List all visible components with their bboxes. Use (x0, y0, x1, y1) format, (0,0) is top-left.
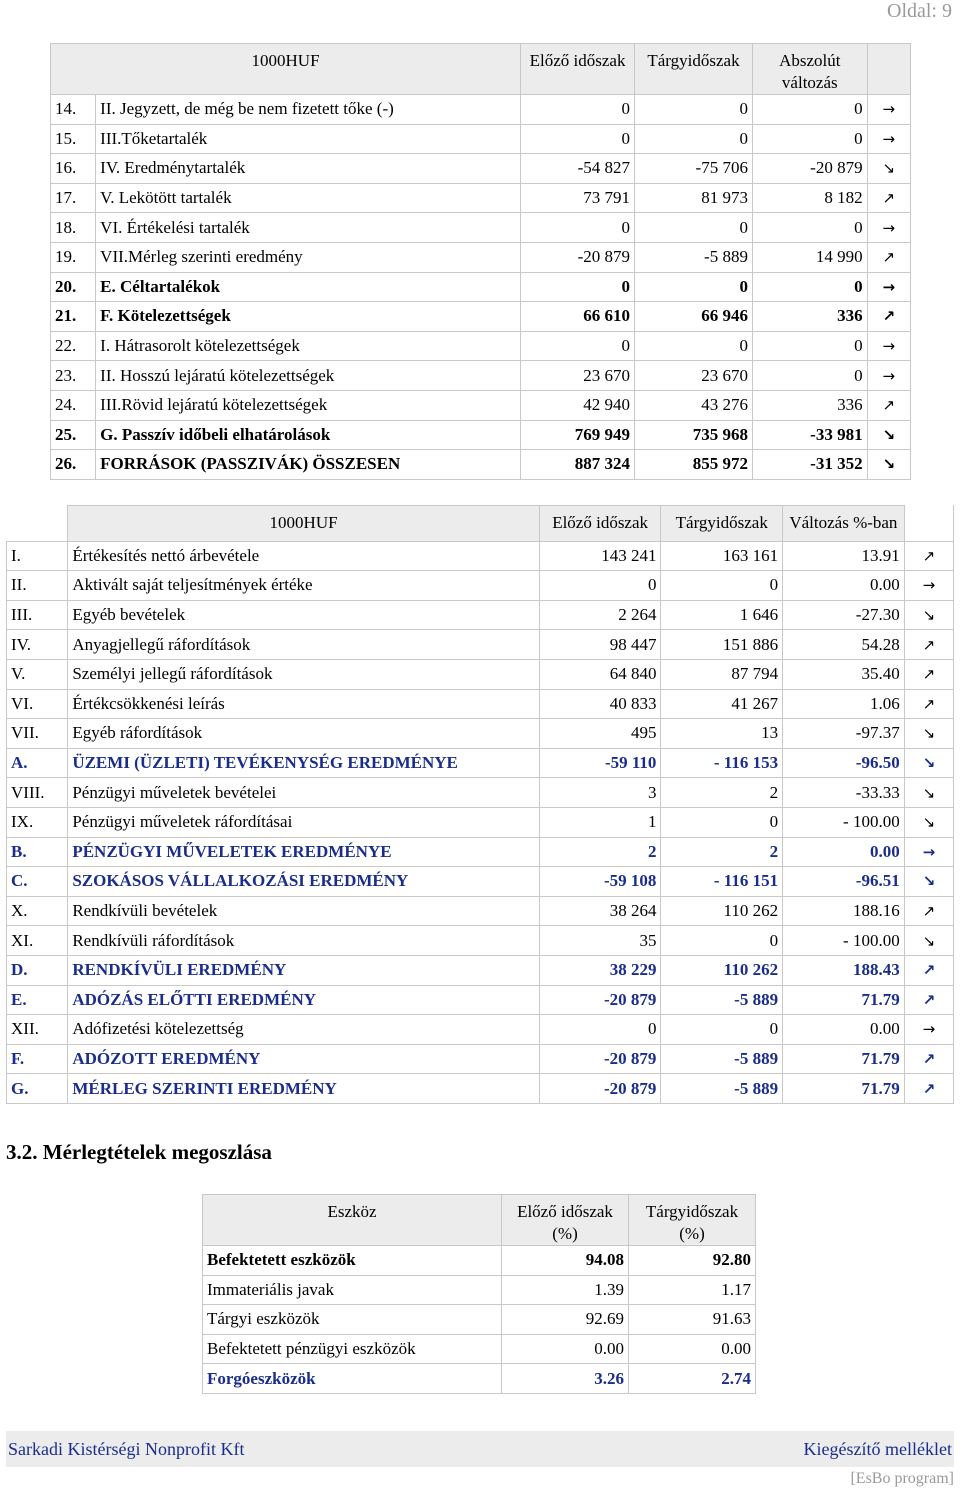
value-curr: 110 262 (661, 955, 783, 985)
table-row (7, 748, 954, 778)
row-label: ÜZEMI (ÜZLETI) TEVÉKENYSÉG EREDMÉNYE (68, 748, 539, 778)
row-index: 26. (51, 450, 96, 480)
trend-arrow-icon: → (867, 331, 910, 361)
table-row (203, 1364, 756, 1394)
trend-arrow-icon: → (867, 272, 910, 302)
col-header-diff: Változás %-ban (783, 506, 905, 542)
value-diff: -97.37 (783, 719, 905, 749)
table-row (51, 450, 911, 480)
row-label: RENDKÍVÜLI EREDMÉNY (68, 955, 539, 985)
trend-arrow-icon: ↘ (904, 778, 953, 808)
value-prev: 23 670 (521, 361, 635, 391)
trend-arrow-icon: → (867, 124, 910, 154)
row-label: II. Hosszú lejáratú kötelezettségek (96, 361, 521, 391)
row-label: Forgóeszközök (203, 1364, 502, 1394)
value-curr: 0 (661, 807, 783, 837)
trend-arrow-icon: ↗ (904, 1074, 953, 1104)
value-diff: 0 (752, 331, 867, 361)
table-row (51, 361, 911, 391)
trend-arrow-icon: ↘ (904, 600, 953, 630)
table-row (203, 1305, 756, 1335)
row-label: Adófizetési kötelezettség (68, 1015, 539, 1045)
row-index: VI. (7, 689, 68, 719)
row-label: I. Hátrasorolt kötelezettségek (96, 331, 521, 361)
trend-arrow-icon: ↘ (904, 748, 953, 778)
row-index: 22. (51, 331, 96, 361)
trend-arrow-icon: ↗ (867, 242, 910, 272)
value-diff: 14 990 (752, 242, 867, 272)
trend-arrow-icon: ↗ (904, 541, 953, 571)
value-diff: 188.16 (783, 896, 905, 926)
trend-arrow-icon: ↗ (904, 659, 953, 689)
value-diff: 0.00 (783, 1015, 905, 1045)
value-prev-pct: 1.39 (502, 1275, 629, 1305)
trend-arrow-icon: ↗ (904, 1044, 953, 1074)
row-label: SZOKÁSOS VÁLLALKOZÁSI EREDMÉNY (68, 867, 539, 897)
value-prev: 38 264 (539, 896, 661, 926)
value-diff: -20 879 (752, 154, 867, 184)
trend-arrow-icon: ↘ (904, 807, 953, 837)
value-diff: 188.43 (783, 955, 905, 985)
value-diff: 35.40 (783, 659, 905, 689)
row-index: 16. (51, 154, 96, 184)
row-label: Egyéb ráfordítások (68, 719, 539, 749)
table-row (51, 95, 911, 125)
table-row (7, 837, 954, 867)
trend-arrow-icon: ↘ (904, 867, 953, 897)
value-curr: 66 946 (635, 302, 753, 332)
col-header-prev: Előző időszak (539, 506, 661, 542)
row-label: Befektetett pénzügyi eszközök (203, 1334, 502, 1364)
value-curr: 23 670 (635, 361, 753, 391)
row-index: C. (7, 867, 68, 897)
value-diff: 0 (752, 272, 867, 302)
value-prev: 0 (521, 95, 635, 125)
row-label: G. Passzív időbeli elhatárolások (96, 420, 521, 450)
row-index: II. (7, 571, 68, 601)
value-prev: 0 (521, 331, 635, 361)
row-label: ADÓZOTT EREDMÉNY (68, 1044, 539, 1074)
value-curr: 163 161 (661, 541, 783, 571)
value-curr: -5 889 (661, 985, 783, 1015)
value-curr-pct: 0.00 (629, 1334, 756, 1364)
table-row (7, 867, 954, 897)
table-row (51, 124, 911, 154)
value-curr: 0 (635, 95, 753, 125)
value-curr: 13 (661, 719, 783, 749)
trend-arrow-icon: ↘ (904, 926, 953, 956)
value-curr: 41 267 (661, 689, 783, 719)
table-row (203, 1334, 756, 1364)
value-curr: -5 889 (661, 1074, 783, 1104)
value-curr: - 116 153 (661, 748, 783, 778)
row-index: 24. (51, 390, 96, 420)
table-row (7, 1015, 954, 1045)
table-row (51, 302, 911, 332)
value-prev: 495 (539, 719, 661, 749)
row-index: 15. (51, 124, 96, 154)
value-curr: 855 972 (635, 450, 753, 480)
value-curr: 2 (661, 778, 783, 808)
row-index: 25. (51, 420, 96, 450)
footer-company: Sarkadi Kistérségi Nonprofit Kft (8, 1438, 245, 1459)
row-label: Egyéb bevételek (68, 600, 539, 630)
value-prev-pct: 3.26 (502, 1364, 629, 1394)
value-curr: 0 (661, 926, 783, 956)
col-header-curr: Tárgyidőszak (661, 506, 783, 542)
value-prev: 2 264 (539, 600, 661, 630)
table-row (51, 331, 911, 361)
value-diff: -33 981 (752, 420, 867, 450)
value-curr-pct: 1.17 (629, 1275, 756, 1305)
footer-document-type: Kiegészítő melléklet (803, 1438, 952, 1459)
row-label: Anyagjellegű ráfordítások (68, 630, 539, 660)
row-label: III.Rövid lejáratú kötelezettségek (96, 390, 521, 420)
section-title: 3.2. Mérlegtételek megoszlása (6, 1140, 272, 1164)
table-row (7, 807, 954, 837)
row-index: B. (7, 837, 68, 867)
trend-arrow-icon: ↘ (867, 420, 910, 450)
value-prev: -20 879 (539, 1044, 661, 1074)
value-curr: 2 (661, 837, 783, 867)
col-header-trend (867, 44, 910, 95)
table-row (51, 213, 911, 243)
value-curr-pct: 92.80 (629, 1246, 756, 1276)
value-curr: -75 706 (635, 154, 753, 184)
value-diff: 8 182 (752, 183, 867, 213)
trend-arrow-icon: → (867, 213, 910, 243)
table-row (51, 183, 911, 213)
col-header-curr: Tárgyidőszak (635, 44, 753, 95)
value-diff: 71.79 (783, 1074, 905, 1104)
row-index: F. (7, 1044, 68, 1074)
value-prev: 2 (539, 837, 661, 867)
row-label: VI. Értékelési tartalék (96, 213, 521, 243)
trend-arrow-icon: ↘ (867, 450, 910, 480)
value-prev: 35 (539, 926, 661, 956)
balance-distribution-table (202, 1194, 756, 1394)
row-index: 19. (51, 242, 96, 272)
value-prev: 1 (539, 807, 661, 837)
value-prev: 143 241 (539, 541, 661, 571)
row-index: IX. (7, 807, 68, 837)
row-index: 23. (51, 361, 96, 391)
table-row (7, 719, 954, 749)
row-label: F. Kötelezettségek (96, 302, 521, 332)
value-prev: -54 827 (521, 154, 635, 184)
value-curr: 87 794 (661, 659, 783, 689)
value-prev: -59 108 (539, 867, 661, 897)
value-curr: 0 (661, 1015, 783, 1045)
trend-arrow-icon: ↗ (904, 689, 953, 719)
row-index: A. (7, 748, 68, 778)
value-prev: 0 (539, 571, 661, 601)
value-prev: 64 840 (539, 659, 661, 689)
value-curr: 151 886 (661, 630, 783, 660)
value-prev: 66 610 (521, 302, 635, 332)
row-index: 17. (51, 183, 96, 213)
value-diff: - 100.00 (783, 926, 905, 956)
row-label: Pénzügyi műveletek bevételei (68, 778, 539, 808)
value-curr: 43 276 (635, 390, 753, 420)
value-curr: -5 889 (635, 242, 753, 272)
table-row (7, 571, 954, 601)
row-label: MÉRLEG SZERINTI EREDMÉNY (68, 1074, 539, 1104)
trend-arrow-icon: ↗ (904, 630, 953, 660)
row-index: 18. (51, 213, 96, 243)
value-curr-pct: 91.63 (629, 1305, 756, 1335)
value-diff: 1.06 (783, 689, 905, 719)
table-row (7, 541, 954, 571)
row-index: 21. (51, 302, 96, 332)
value-curr: 0 (635, 272, 753, 302)
trend-arrow-icon: → (867, 361, 910, 391)
row-index: III. (7, 600, 68, 630)
col-header-trend (904, 506, 953, 542)
value-prev: 0 (521, 213, 635, 243)
row-label: V. Lekötött tartalék (96, 183, 521, 213)
value-prev: 769 949 (521, 420, 635, 450)
col-header-prev-pct: Előző időszak (%) (502, 1195, 629, 1246)
row-label: Befektetett eszközök (203, 1246, 502, 1276)
row-label: Tárgyi eszközök (203, 1305, 502, 1335)
row-index: D. (7, 955, 68, 985)
col-header-curr-pct: Tárgyidőszak (%) (629, 1195, 756, 1246)
row-label: Értékesítés nettó árbevétele (68, 541, 539, 571)
row-label: IV. Eredménytartalék (96, 154, 521, 184)
value-prev: 42 940 (521, 390, 635, 420)
value-diff: 0 (752, 95, 867, 125)
value-curr: 0 (635, 331, 753, 361)
trend-arrow-icon: ↗ (867, 183, 910, 213)
value-curr: 81 973 (635, 183, 753, 213)
table-row (51, 390, 911, 420)
row-label: Rendkívüli ráfordítások (68, 926, 539, 956)
value-prev: 0 (521, 272, 635, 302)
value-prev: 73 791 (521, 183, 635, 213)
col-header-asset: Eszköz (203, 1195, 502, 1246)
trend-arrow-icon: ↘ (904, 719, 953, 749)
value-curr: - 116 151 (661, 867, 783, 897)
value-prev: 0 (521, 124, 635, 154)
value-prev: 0 (539, 1015, 661, 1045)
row-index: E. (7, 985, 68, 1015)
income-statement-table (6, 505, 954, 1104)
value-diff: - 100.00 (783, 807, 905, 837)
trend-arrow-icon: ↘ (867, 154, 910, 184)
value-curr: -5 889 (661, 1044, 783, 1074)
value-diff: 54.28 (783, 630, 905, 660)
row-label: III.Tőketartalék (96, 124, 521, 154)
col-header-diff: Abszolút változás (752, 44, 867, 95)
row-index: VII. (7, 719, 68, 749)
table-row (7, 1044, 954, 1074)
table-row (7, 659, 954, 689)
value-diff: 0 (752, 361, 867, 391)
table-row (51, 272, 911, 302)
row-index: XI. (7, 926, 68, 956)
table-row (51, 420, 911, 450)
trend-arrow-icon: → (904, 837, 953, 867)
col-header-prev: Előző időszak (521, 44, 635, 95)
value-prev: -59 110 (539, 748, 661, 778)
value-diff: 336 (752, 390, 867, 420)
row-label: Aktivált saját teljesítmények értéke (68, 571, 539, 601)
trend-arrow-icon: ↗ (904, 896, 953, 926)
program-label: [EsBo program] (850, 1470, 954, 1487)
value-prev: 98 447 (539, 630, 661, 660)
table-row (51, 154, 911, 184)
row-index: 14. (51, 95, 96, 125)
row-index: V. (7, 659, 68, 689)
row-label: Személyi jellegű ráfordítások (68, 659, 539, 689)
row-label: ADÓZÁS ELŐTTI EREDMÉNY (68, 985, 539, 1015)
page-footer (6, 1431, 954, 1467)
trend-arrow-icon: ↗ (867, 302, 910, 332)
table-row (7, 926, 954, 956)
col-header-unit: 1000HUF (51, 44, 521, 95)
value-diff: 71.79 (783, 985, 905, 1015)
trend-arrow-icon: ↗ (904, 985, 953, 1015)
row-label: FORRÁSOK (PASSZIVÁK) ÖSSZESEN (96, 450, 521, 480)
value-diff: 0.00 (783, 571, 905, 601)
row-label: II. Jegyzett, de még be nem fizetett tőke (-) (96, 95, 521, 125)
value-diff: 0.00 (783, 837, 905, 867)
value-prev: 40 833 (539, 689, 661, 719)
row-label: Rendkívüli bevételek (68, 896, 539, 926)
row-label: VII.Mérleg szerinti eredmény (96, 242, 521, 272)
value-diff: -31 352 (752, 450, 867, 480)
value-diff: 336 (752, 302, 867, 332)
balance-liabilities-table (50, 43, 911, 480)
trend-arrow-icon: → (904, 571, 953, 601)
table-row (7, 955, 954, 985)
table-row (203, 1246, 756, 1276)
row-index: 20. (51, 272, 96, 302)
row-index: IV. (7, 630, 68, 660)
row-index: X. (7, 896, 68, 926)
trend-arrow-icon: → (867, 95, 910, 125)
trend-arrow-icon: ↗ (867, 390, 910, 420)
value-diff: 0 (752, 213, 867, 243)
table-row (7, 600, 954, 630)
page-number: Oldal: 9 (887, 0, 952, 22)
row-index: G. (7, 1074, 68, 1104)
table-row (7, 630, 954, 660)
value-curr: 0 (661, 571, 783, 601)
value-diff: 71.79 (783, 1044, 905, 1074)
value-diff: -33.33 (783, 778, 905, 808)
value-prev: 887 324 (521, 450, 635, 480)
value-prev: -20 879 (539, 1074, 661, 1104)
row-index: I. (7, 541, 68, 571)
value-curr: 0 (635, 124, 753, 154)
table-row (203, 1275, 756, 1305)
value-prev: -20 879 (539, 985, 661, 1015)
value-prev-pct: 0.00 (502, 1334, 629, 1364)
col-header-blank (7, 506, 68, 542)
value-diff: -27.30 (783, 600, 905, 630)
value-diff: -96.51 (783, 867, 905, 897)
trend-arrow-icon: ↗ (904, 955, 953, 985)
table-row (7, 689, 954, 719)
value-prev-pct: 94.08 (502, 1246, 629, 1276)
table-row (7, 896, 954, 926)
table-row (7, 1074, 954, 1104)
value-diff: 13.91 (783, 541, 905, 571)
table-row (7, 985, 954, 1015)
value-curr-pct: 2.74 (629, 1364, 756, 1394)
row-label: Immateriális javak (203, 1275, 502, 1305)
value-prev: 3 (539, 778, 661, 808)
value-curr: 110 262 (661, 896, 783, 926)
table-row (7, 778, 954, 808)
table-row (51, 242, 911, 272)
value-diff: -96.50 (783, 748, 905, 778)
row-index: XII. (7, 1015, 68, 1045)
row-label: Pénzügyi műveletek ráfordításai (68, 807, 539, 837)
row-label: Értékcsökkenési leírás (68, 689, 539, 719)
row-label: PÉNZÜGYI MŰVELETEK EREDMÉNYE (68, 837, 539, 867)
row-label: E. Céltartalékok (96, 272, 521, 302)
trend-arrow-icon: → (904, 1015, 953, 1045)
value-prev-pct: 92.69 (502, 1305, 629, 1335)
row-index: VIII. (7, 778, 68, 808)
value-prev: 38 229 (539, 955, 661, 985)
col-header-unit: 1000HUF (68, 506, 539, 542)
value-curr: 1 646 (661, 600, 783, 630)
value-curr: 735 968 (635, 420, 753, 450)
value-diff: 0 (752, 124, 867, 154)
value-prev: -20 879 (521, 242, 635, 272)
value-curr: 0 (635, 213, 753, 243)
